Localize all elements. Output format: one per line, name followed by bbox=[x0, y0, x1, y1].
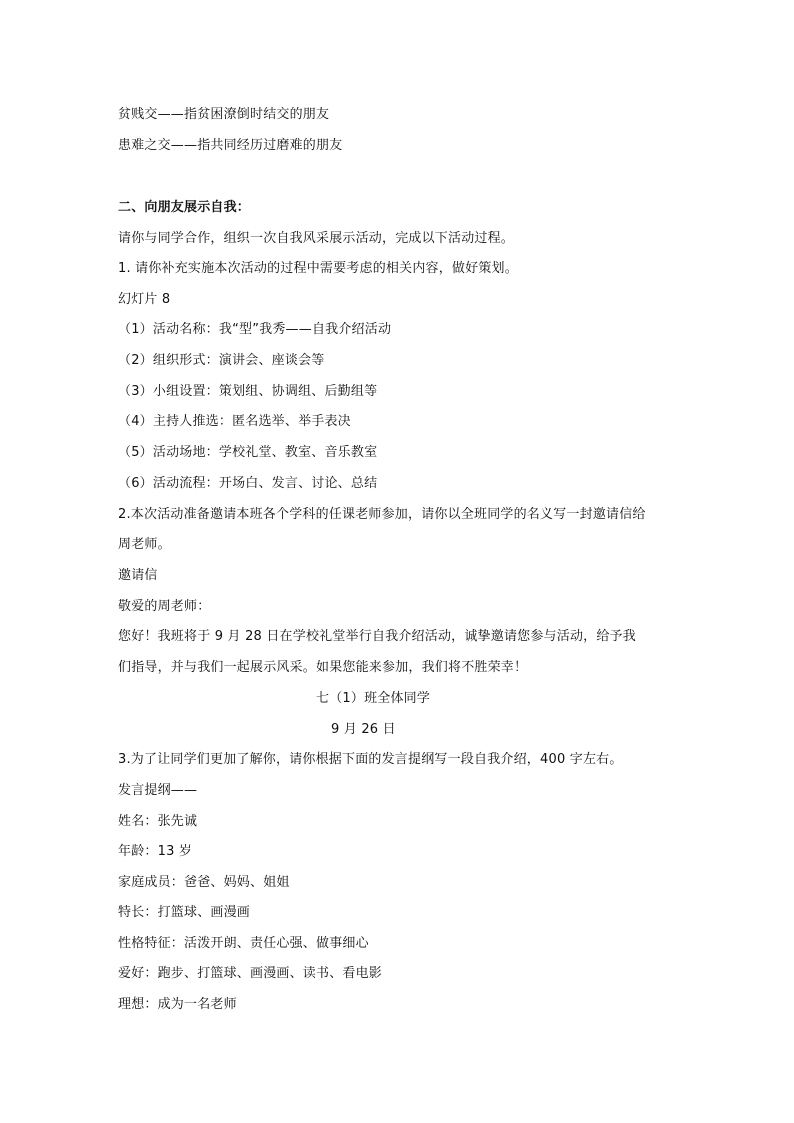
list-item: （5）活动场地：学校礼堂、教室、音乐教室 bbox=[118, 445, 378, 460]
text-line: 年龄：13 岁 bbox=[118, 844, 193, 859]
section-heading: 二、向朋友展示自我： bbox=[118, 200, 251, 215]
list-item: （1）活动名称：我“型”我秀——自我介绍活动 bbox=[118, 322, 392, 337]
text-line: 1. 请你补充实施本次活动的过程中需要考虑的相关内容，做好策划。 bbox=[118, 261, 518, 276]
text-line: 3.为了让同学们更加了解你，请你根据下面的发言提纲写一段自我介绍，400 字左右。 bbox=[118, 752, 623, 767]
text-line: 性格特征：活泼开朗、责任心强、做事细心 bbox=[118, 936, 369, 951]
text-line: 2.本次活动准备邀请本班各个学科的任课老师参加，请你以全班同学的名义写一封邀请信给 bbox=[118, 507, 646, 522]
letter-date: 9 月 26 日 bbox=[331, 722, 396, 737]
text-line: 姓名：张先诚 bbox=[118, 814, 198, 829]
list-item: （3）小组设置：策划组、协调组、后勤组等 bbox=[118, 384, 378, 399]
text-line: 敬爱的周老师： bbox=[118, 599, 211, 614]
list-item: （4）主持人推选：匿名选举、举手表决 bbox=[118, 414, 351, 429]
text-line: 爱好：跑步、打篮球、画漫画、读书、看电影 bbox=[118, 966, 383, 981]
text-line: 邀请信 bbox=[118, 568, 158, 583]
text-line: 周老师。 bbox=[118, 537, 171, 552]
text-line: 发言提纲—— bbox=[118, 783, 198, 798]
text-line: 理想：成为一名老师 bbox=[118, 997, 237, 1012]
text-line: 患难之交——指共同经历过磨难的朋友 bbox=[118, 138, 343, 153]
list-item: （2）组织形式：演讲会、座谈会等 bbox=[118, 353, 325, 368]
list-item: （6）活动流程：开场白、发言、讨论、总结 bbox=[118, 476, 378, 491]
text-line: 贫贱交——指贫困潦倒时结交的朋友 bbox=[118, 107, 330, 122]
text-line: 您好！我班将于 9 月 28 日在学校礼堂举行自我介绍活动，诚挚邀请您参与活动，给予我 bbox=[118, 629, 636, 644]
text-line: 请你与同学合作，组织一次自我风采展示活动，完成以下活动过程。 bbox=[118, 231, 515, 246]
text-line: 幻灯片 8 bbox=[118, 292, 171, 307]
text-line: 家庭成员：爸爸、妈妈、姐姐 bbox=[118, 875, 290, 890]
letter-signature: 七（1）班全体同学 bbox=[316, 691, 431, 706]
text-line: 们指导，并与我们一起展示风采。如果您能来参加，我们将不胜荣幸！ bbox=[118, 660, 528, 675]
text-line: 特长：打篮球、画漫画 bbox=[118, 905, 251, 920]
